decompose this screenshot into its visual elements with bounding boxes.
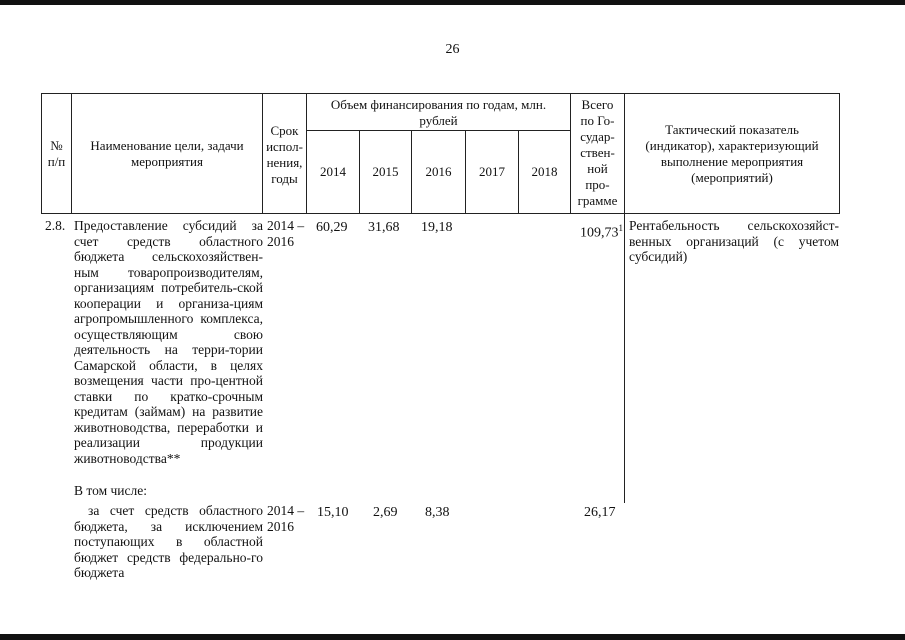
funding-sub-line [306, 130, 571, 131]
row-total [580, 220, 623, 242]
row-value-2014: 60,29 [316, 220, 348, 235]
subrow-value-2014: 15,10 [317, 505, 349, 520]
row-value-2015: 31,68 [368, 220, 400, 235]
header-year-2015: 2015 [372, 164, 399, 179]
table-header-bottom-line [41, 213, 840, 214]
row-total-value: 109,73 [580, 225, 619, 241]
subrow-term: 2014 – 2016 [267, 503, 305, 534]
subrow-name: за счет средств областного бюджета, за исключением поступающих в областной бюджет средств федерально-го бюджета [74, 503, 263, 580]
header-num: № п/п [47, 138, 66, 169]
header-year-2018: 2018 [531, 164, 558, 179]
row-num: 2.8. [45, 218, 66, 233]
including-label: В том числе: [74, 483, 147, 498]
page-number: 26 [445, 42, 460, 57]
header-year-2017: 2017 [479, 164, 505, 179]
subrow-value-2016: 8,38 [425, 505, 450, 520]
header-total: Всего по Го- судар- ствен- ной про- грамме [577, 97, 618, 208]
col-line-1 [71, 93, 72, 214]
header-funding: Объем финансирования по годам, млн. рублей [330, 97, 547, 128]
header-term: Срок испол- нения, годы [266, 123, 303, 186]
header-indicator: Тактический показатель (индикатор), характеризующий выполнение мероприятия (мероприятий) [645, 122, 819, 185]
header-year-2014: 2014 [320, 164, 346, 179]
subrow-value-2015: 2,69 [373, 505, 398, 520]
row-total-footnote: 1 [618, 223, 623, 233]
row-term: 2014 – 2016 [267, 218, 305, 249]
col-line-5 [624, 93, 625, 503]
table-top-line [41, 93, 840, 94]
row-indicator: Рентабельность сельскохозяйст-венных организаций (с учетом субсидий) [629, 218, 839, 264]
header-year-2016: 2016 [425, 164, 452, 179]
subrow-total: 26,17 [584, 505, 616, 520]
top-border [0, 0, 905, 5]
bottom-border [0, 634, 905, 640]
row-value-2016: 19,18 [421, 220, 453, 235]
header-name: Наименование цели, задачи мероприятия [90, 138, 244, 169]
col-line-6 [839, 93, 840, 214]
row-name: Предоставление субсидий за счет средств областного бюджета сельскохозяйствен-ным товаропроизводителям, организациям потребитель-ской кооперации и организа-циям агропромышленного комплекса, осуществляющим свою деятельность на терри-тории Самарской области, в целях возмещения части про-центной ставки по кратко-срочным кредитам (займам) на развитие животноводства, переработки и реализации продукции животноводства** [74, 218, 263, 466]
